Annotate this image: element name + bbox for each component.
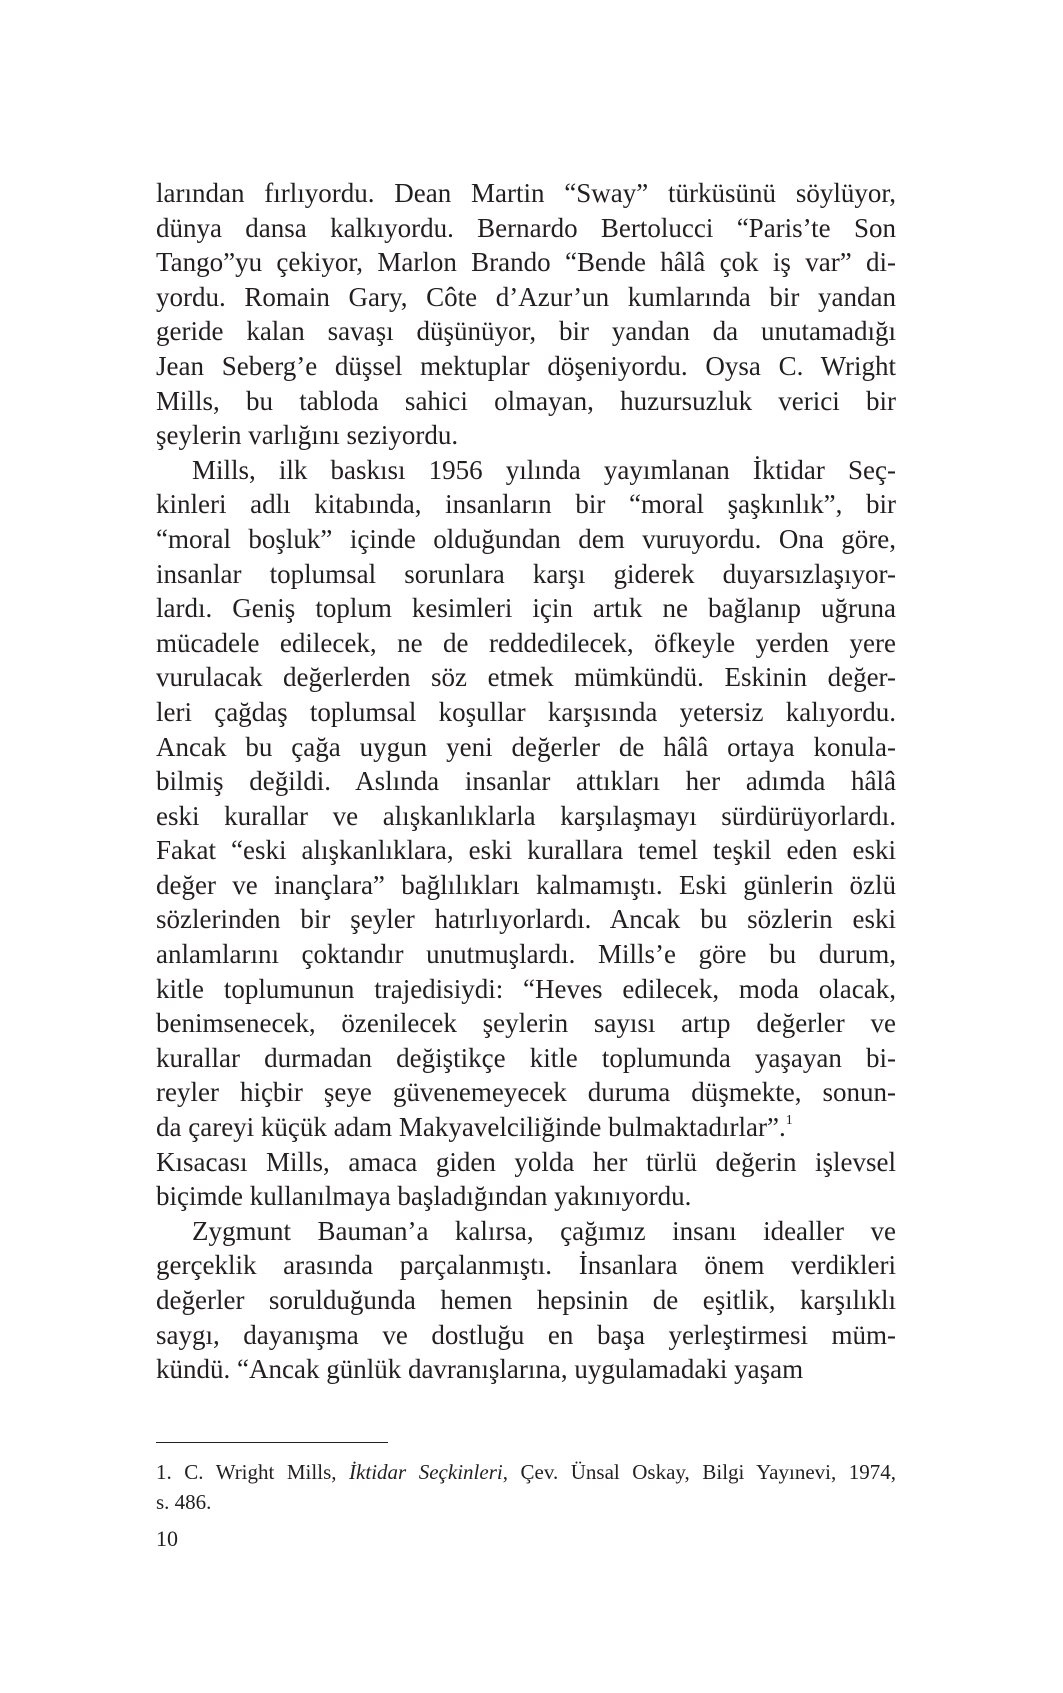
text-line-content: değerler sorulduğunda hemen hepsinin de eşitlik, karşılıklı — [156, 1285, 896, 1315]
page-number: 10 — [156, 1526, 178, 1551]
text-line — [156, 453, 896, 488]
paragraph — [156, 1214, 896, 1387]
footnote-title: İktidar Seçkinleri — [349, 1460, 503, 1484]
paragraph — [156, 176, 896, 453]
text-line-content: şeylerin varlığını seziyordu. — [156, 420, 459, 451]
text-line-content: anlamlarını çoktandır unutmuşlardı. Mills’e göre bu durum, — [156, 939, 896, 970]
text-line — [156, 972, 896, 1007]
text-line-content: benimsenecek, özenilecek şeylerin sayısı artıp değerler ve — [156, 1008, 896, 1039]
text-line — [156, 764, 896, 799]
text-line — [156, 902, 896, 937]
text-line — [156, 1179, 896, 1214]
text-line — [156, 280, 896, 315]
text-line-content: mücadele edilecek, ne de reddedilecek, öfkeyle yerden yere — [156, 627, 896, 658]
text-line — [156, 660, 896, 695]
text-line — [156, 211, 896, 246]
text-line — [156, 1075, 896, 1110]
text-line — [156, 487, 896, 522]
footnote — [156, 1457, 896, 1517]
text-line — [156, 799, 896, 834]
text-line-content: saygı, dayanışma ve dostluğu en başa yerleştirmesi müm- — [156, 1319, 896, 1350]
text-line — [156, 695, 896, 730]
text-line — [156, 626, 896, 661]
text-line-content: kitle toplumunun trajedisiydi: “Heves edilecek, moda olacak, — [156, 973, 896, 1004]
text-line — [156, 1006, 896, 1041]
text-line-content: lardı. Geniş toplum kesimleri için artık ne bağlanıp uğruna — [156, 593, 896, 624]
text-line-content: Zygmunt Bauman’a kalırsa, çağımız insanı idealler ve — [192, 1215, 896, 1246]
footnote-separator — [156, 1442, 388, 1443]
text-line-content: Mills, ilk baskısı 1956 yılında yayımlanan İktidar Seç- — [192, 454, 896, 485]
text-line — [156, 314, 896, 349]
footnote-line-1 — [156, 1457, 896, 1487]
text-line — [156, 176, 896, 211]
text-line-content: reyler hiçbir şeye güvenemeyecek duruma düşmekte, sonun- — [156, 1077, 896, 1108]
text-line-content: biçimde kullanılmaya başladığından yakınıyordu. — [156, 1181, 692, 1212]
text-line — [156, 730, 896, 765]
text-line-content: yordu. Romain Gary, Côte d’Azur’un kumlarında bir yandan — [156, 281, 896, 312]
text-line-content: Fakat “eski alışkanlıklara, eski kurallara temel teşkil eden eski — [156, 835, 896, 866]
text-line-content: vurulacak değerlerden söz etmek mümkündü. Eskinin değer- — [156, 662, 896, 693]
text-line — [156, 1041, 896, 1076]
text-line-content: kündü. “Ancak günlük davranışlarına, uygulamadaki yaşam — [156, 1354, 804, 1385]
text-line-content: Jean Seberg’e düşsel mektuplar döşeniyordu. Oysa C. Wright — [156, 350, 896, 381]
text-line-content: değer ve inançlara” bağlılıkları kalmamıştı. Eski günlerin özlü — [156, 869, 896, 900]
text-line — [156, 418, 896, 453]
body-text-block — [156, 176, 896, 1387]
text-line-content: kurallar durmadan değiştikçe kitle toplumunda yaşayan bi- — [156, 1042, 896, 1073]
text-line — [156, 557, 896, 592]
body-text — [156, 176, 896, 1387]
text-line — [156, 1352, 896, 1387]
text-line — [156, 245, 896, 280]
text-line-content: “moral boşluk” içinde olduğundan dem vuruyordu. Ona göre, — [156, 523, 896, 554]
text-line-content: bilmiş değildi. Aslında insanlar attıkları her adımda hâlâ — [156, 766, 896, 797]
text-line — [156, 937, 896, 972]
text-line-content: larından fırlıyordu. Dean Martin “Sway” türküsünü söylüyor, — [156, 178, 896, 208]
text-line — [156, 868, 896, 903]
text-line — [156, 1318, 896, 1353]
text-line-content: insanlar toplumsal sorunlara karşı giderek duyarsızlaşıyor- — [156, 558, 896, 589]
text-line-content: kinleri adlı kitabında, insanların bir “moral şaşkınlık”, bir — [156, 489, 896, 520]
text-line — [156, 384, 896, 419]
text-line — [156, 591, 896, 626]
footnote-details: , Çev. Ünsal Oskay, Bilgi Yayınevi, 1974, — [502, 1460, 897, 1484]
footnote-number: 1. — [156, 1460, 172, 1484]
footnote-reference: 1 — [785, 1113, 793, 1129]
footnote-line-2: s. 486. — [156, 1490, 212, 1514]
text-line — [156, 522, 896, 557]
text-line — [156, 1110, 896, 1145]
text-line — [156, 1145, 896, 1180]
text-line-content: dünya dansa kalkıyordu. Bernardo Bertolucci “Paris’te Son — [156, 212, 896, 243]
text-line-content: da çareyi küçük adam Makyavelciliğinde bulmaktadırlar”. — [156, 1112, 786, 1143]
text-line-content: Tango”yu çekiyor, Marlon Brando “Bende hâlâ çok iş var” di- — [156, 247, 896, 278]
text-line-content: gerçeklik arasında parçalanmıştı. İnsanlara önem verdikleri — [156, 1250, 896, 1281]
text-line — [156, 1214, 896, 1249]
text-line-content: eski kurallar ve alışkanlıklarla karşılaşmayı sürdürüyorlardı. — [156, 800, 896, 831]
text-line-content: Ancak bu çağa uygun yeni değerler de hâlâ ortaya konula- — [156, 731, 896, 762]
text-line-content: Kısacası Mills, amaca giden yolda her türlü değerin işlevsel — [156, 1146, 896, 1177]
text-line — [156, 1283, 896, 1318]
text-line-content: leri çağdaş toplumsal koşullar karşısında yetersiz kalıyordu. — [156, 696, 896, 727]
text-line — [156, 1248, 896, 1283]
text-line — [156, 349, 896, 384]
text-line-content: Mills, bu tabloda sahici olmayan, huzursuzluk verici bir — [156, 385, 896, 416]
text-line — [156, 833, 896, 868]
text-line-content: geride kalan savaşı düşünüyor, bir yandan da unutamadığı — [156, 316, 896, 347]
text-line-content: sözlerinden bir şeyler hatırlıyorlardı. Ancak bu sözlerin eski — [156, 904, 896, 935]
footnote-author: C. Wright Mills, — [184, 1460, 337, 1484]
paragraph — [156, 453, 896, 1214]
